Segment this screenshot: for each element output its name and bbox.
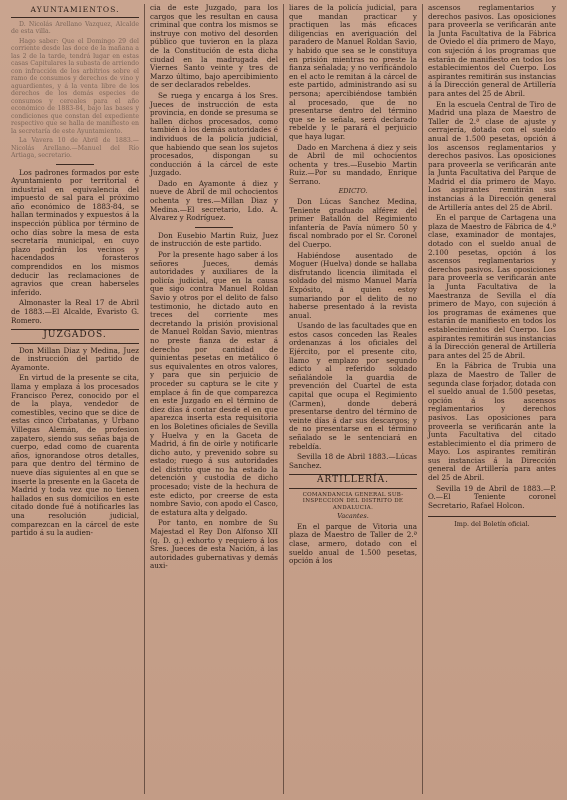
columns bbox=[6, 4, 561, 794]
paragraph: En virtud de la presente se cita, llama y emplaza á los procesados Francisco Perez, conocido por el de la playa, vendedor de comestibles, vecino que se dice de estas cinco Cirbatanas, y Urbano Villegas Alemán, de profesion zapatero, siendo sus señas baja de cuerpo, edad como de cuarenta años, ignorandose otros detalles, para que dentro del término de nueve días siguientes al en que se inserte la presente en la Gaceta de Madrid y toda vez que no tienen hallados en sus domicilios en este citado donde fué á notificarles las una resolución judicial, comparezcan en la cárcel de este partido á su la audien- bbox=[11, 373, 139, 538]
paragraph: En la escuela Central de Tiro de Madrid una plaza de Maestro de Taller de 2.ª clase de ajuste y cerrajería, dotada con el sueldo anual de 1.500 pesetas, opción á los ascensos reglamentarios y derechos pasivos. Las oposiciones para proveerla se verificarán ante la Junta Facultativa del Parque de Madrid el día primero de Mayo. Los aspirantes remitirán sus instancias á la Dirección general de Artillería antes del 25 de Abril. bbox=[428, 99, 556, 212]
column-3 bbox=[283, 4, 422, 794]
paragraph: Por la presente hago saber á los señores Jueces, demás autoridades y auxiliares de la policía judicial, que en la causa que sigo contra Manuel Roldan Savio y otros por el delito de falso testimonio, he dictado auto en treces del corriente mes decretando la prisión provisional de Manuel Roldan Savio, mientras no preste fianza de estar á derecho por cantidad de quinientas pesetas en metálico ó sus equivalentes en otros valores, y para que sin perjuicio de proceder su captura se le cite y emplace á fin de que comparezca en este Juzgado en el término de diez días á contar desde el en que aparezca inserta esta requisitoria en los Boletines oficiales de Sevilla y Huelva y en la Gaceta de Madrid, á fin de oirle y notificarle dicho auto, y prevenido sobre su estado; ruego á sus autoridades del distrito que no ha estado la detención y custodia de dicho procesado; viste de la hechura de este edicto, por creerse de esta nombre Savio, con apodo el Casco, de estatura alta y delgado. bbox=[150, 250, 278, 517]
paragraph: cia de este Juzgado, para los cargos que les resultan en causa criminal que contra los mismos se instruye con motivo del desorden público que tuvieron en la plaza de la Constitución de esta dicha ciudad en la madrugada del Viernes Santo veinte y tres de Marzo último, bajo apercibimiento de ser declarados rebeldes. bbox=[150, 4, 278, 90]
printer-imprint: Imp. del Boletín oficial. bbox=[428, 516, 556, 529]
paragraph: Sevilla 18 de Abril 1883.—Lúcas Sanchez. bbox=[289, 452, 417, 470]
paragraph: Don Lúcas Sanchez Medina, Teniente graduado alférez del primer Batallón del Regimiento infantería de Pavía número 50 y fiscal nombrado por el Sr. Coronel del Cuerpo. bbox=[289, 196, 417, 249]
section-title-juzgados: JUZGADOS. bbox=[11, 329, 139, 344]
paragraph: liares de la policía judicial, para que mandan practicar y practiquen las más eficaces diligencias en averiguación del paradero de Manuel Roldan Savio, y habido que sea se le constituya en prisión mientras no preste la fianza señalada; y no verificándolo en el acto le remitan á la cárcel de este partido, administrando así su persona; apercibiéndose también al procesado, que de no presentarse dentro del término que se le señala, será declarado rebelde y le parará el perjuicio que haya lugar. bbox=[289, 4, 417, 141]
column-2 bbox=[144, 4, 283, 794]
paragraph: Hago saber: Que el Domingo 29 del corriente desde las doce de la mañana a las 2 de la tarde, tendrá lugar en estas casas Capitulares la subasta de arriendo con infracción de los arbitrios sobre el ramo de consumos y derechos de vino y aguardientes, y á la venta libre de los derechos de los demás especies de consumos y cereales para el año económico de 1883-84, bajo las bases y condiciones que constan del expediente respectivo que se halla de manifiesto en la secretaría de este Ayuntamiento. bbox=[11, 37, 139, 135]
paragraph: Almonaster la Real 17 de Abril de 1883.—El Alcalde, Evaristo G. Romero. bbox=[11, 298, 139, 325]
paragraph: La Vavera 10 de Abril de 1883.—Nicolás Arellano.—Manuel del Río Artiaga, secretario. bbox=[11, 137, 139, 159]
paragraph: En el parque de Vitoria una plaza de Maestro de Taller de 2.ª clase, armero, dotado con el sueldo anual de 1.500 pesetas, opción á los bbox=[289, 521, 417, 566]
column-1 bbox=[6, 4, 144, 794]
paragraph: Sevilla 19 de Abril de 1883.—P. O.—El Teniente coronel Secretario, Rafael Holcon. bbox=[428, 483, 556, 510]
edict-title: EDICTO. bbox=[338, 187, 368, 196]
divider bbox=[195, 227, 233, 228]
paragraph: En la Fábrica de Trubia una plaza de Maestro de Taller de segunda clase forjador, dotada con el sueldo anual de 1.500 pesetas, opción á los ascensos reglamentarios y derechos pasivos. Las oposiciones para proveerla se verificarán ante la Junta Facultativa del citado establecimiento el día primero de Mayo. Los aspirantes remitirán sus instancias á la Dirección general de Artillería para antes del 25 de Abril. bbox=[428, 361, 556, 483]
paragraph: Don Millan Diaz y Medina, Juez de instrucción del partido de Ayamonte. bbox=[11, 345, 139, 372]
paragraph: Los padrones formados por este Ayuntamiento por territorial é industrial en equivalencia del impuesto de sal para el próximo año económico de 1883-84, se hallan terminados y expuestos á la inspección pública por término de ocho días sobre la mesa de esta secretaría municipal, en cuyo plazo podrán los vecinos y hacendados forasteros comprendidos en los mismos deducir las reclamaciones de agravios que crean haberseles inferido. bbox=[11, 167, 139, 297]
paragraph: Usando de las facultades que en estos casos conceden las Reales ordenanzas á los oficiales del Ejército, por el presente cito, llamo y emplazo por segundo edicto al referido soldado señalándole la guardia de prevención del Cuartel de esta capital que ocupa el Regimiento (Carmen), donde deberá presentarse dentro del término de veinte días á dar sus descargos; y de no presentarse en el término señalado se le sentenciará en rebeldía. bbox=[289, 321, 417, 451]
paragraph: D. Nicolás Arellano Vazquez, Alcalde de esta villa. bbox=[11, 20, 139, 35]
paragraph: Se ruega y encarga á los Sres. Jueces de instrucción de esta provincia, en donde se presuma se hallen dichos procesados, como también á los demás autoridades é individuos de la policía judicial, que habiendo que sean los sujetos procesados, dispongan su conducción á la cárcel de este Juzgado. bbox=[150, 90, 278, 178]
paragraph-title: Don Eusebio Martin Ruiz, Juez de instrucción de este partido. bbox=[150, 230, 278, 249]
vacantes-title: Vacantes. bbox=[337, 512, 369, 521]
paragraph: Dado en Marchena á diez y seis de Abril de mil ochocientos ochenta y tres.—Eusebio Martin Ruiz.—Por su mandado, Enrique Serrano. bbox=[289, 142, 417, 186]
divider bbox=[56, 164, 94, 165]
paragraph: Habiéndose ausentado de Moguer (Huelva) donde se hallaba disfrutando licencia ilimitada el soldado del mismo Manuel María Expósito, á quien estoy sumariando por el delito de no haberse presentado á la revista anual. bbox=[289, 250, 417, 320]
section-subtitle: COMANDANCIA GENERAL SUB-INSPECCION DEL DISTRITO DE ANDALUCIA. bbox=[302, 491, 404, 511]
paragraph: En el parque de Cartagena una plaza de Maestro de Fábrica de 4.ª clase, examinador de montajes, dotado con el sueldo anual de 2.100 pesetas, opción á los ascensos reglamentarios y derechos pasivos. Las oposiciones para proveerla se verificarán ante la Junta Facultativa de la Maestranza de Sevilla el día primero de Mayo, con sujeción á los programas de exámenes que estarán de manifiesto en todos los establecimientos del Cuerpo. Los aspirantes remitirán sus instancias á la Dirección general de Artillería para antes del 25 de Abril. bbox=[428, 213, 556, 360]
section-title-ayuntamientos: AYUNTAMIENTOS. bbox=[11, 4, 139, 18]
section-title-artilleria: ARTILLERÍA. bbox=[289, 474, 417, 489]
paragraph: ascensos reglamentarios y derechos pasivos. Las oposiciones para proveerla se verificarán ante la Junta Facultativa de la Fábrica de Oviedo el día primero de Mayo, con sujeción á los programas que estarán de manifiesto en todos los establecimientos del Cuerpo. Los aspirantes remitirán sus instancias á la Dirección general de Artillería para antes del 25 de Abril. bbox=[428, 4, 556, 98]
column-4 bbox=[422, 4, 561, 794]
paragraph: Por tanto, en nombre de Su Majestad el Rey Don Alfonso XII (q. D. g.) exhorto y requiero á los Sres. Jueces de esta Nación, á las autoridades gubernativas y demás auxi- bbox=[150, 518, 278, 571]
paragraph: Dado en Ayamonte á diez y nueve de Abril de mil ochocientos ochenta y tres.—Millan Diaz y Medina.—El secretario, Ldo. A. Alvarez y Rodríguez. bbox=[150, 178, 278, 223]
